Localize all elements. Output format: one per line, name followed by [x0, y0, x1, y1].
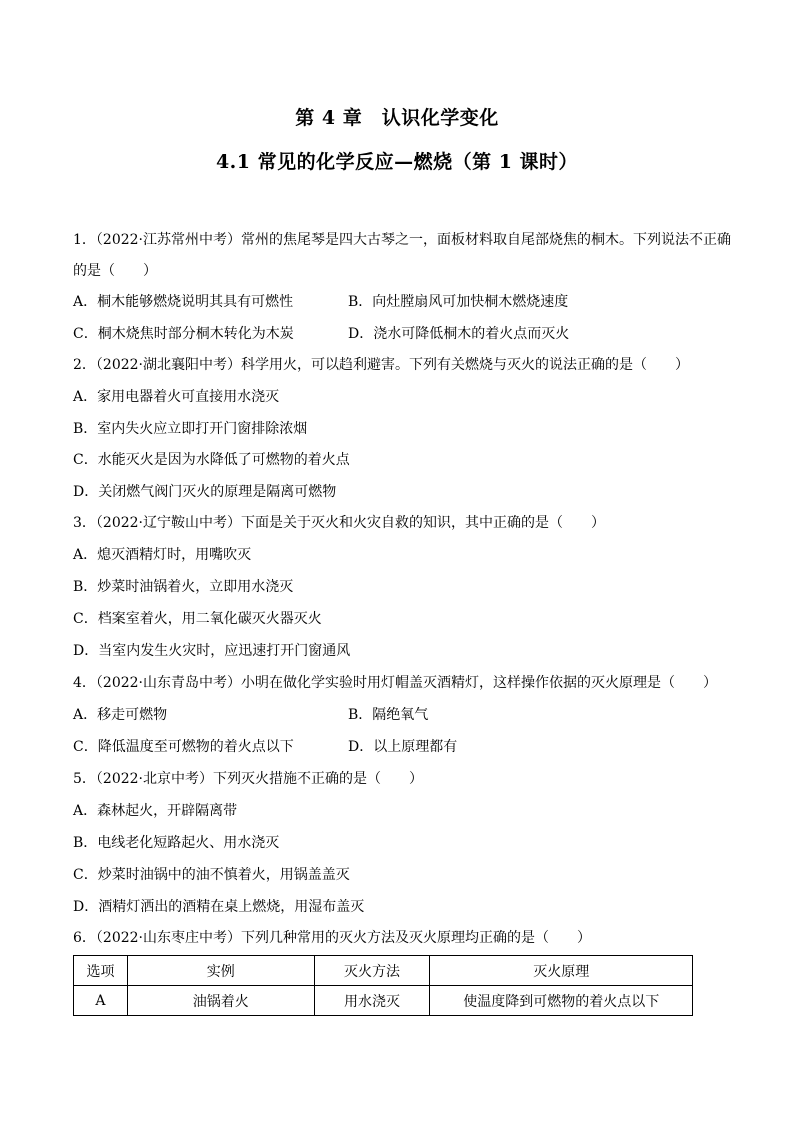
- question-2-option-b: B．室内失火应立即打开门窗排除浓烟: [73, 421, 308, 437]
- question-4-option-c: C．降低温度至可燃物的着火点以下: [73, 739, 294, 755]
- question-1-stem: 1．（2022·江苏常州中考）常州的焦尾琴是四大古琴之一，面板材料取自尾部烧焦的桐木。下列说法不正确: [73, 232, 731, 248]
- table-header-cell: 实例: [127, 956, 314, 986]
- question-3-option-d: D．当室内发生火灾时，应迅速打开门窗通风: [73, 643, 351, 659]
- question-2-option-a: A．家用电器着火可直接用水浇灭: [73, 389, 280, 405]
- question-2-stem: 2．（2022·湖北襄阳中考）科学用火，可以趋利避害。下列有关燃烧与灭火的说法正确的是（ ）: [73, 357, 689, 373]
- table-header-row: [74, 956, 693, 986]
- question-3-option-a: A．熄灭酒精灯时，用嘴吹灭: [73, 547, 252, 563]
- table-cell: 用水浇灭: [314, 986, 430, 1016]
- chapter-title: 第 4 章 认识化学变化: [295, 107, 499, 129]
- question-5-option-a: A．森林起火，开辟隔离带: [73, 803, 238, 819]
- question-4-option-b: B．隔绝氧气: [348, 707, 429, 723]
- question-2-option-c: C．水能灭火是因为水降低了可燃物的着火点: [73, 452, 350, 468]
- section-title: 4.1 常见的化学反应—燃烧（第 1 课时）: [215, 151, 579, 173]
- question-2-option-d: D．关闭燃气阀门灭火的原理是隔离可燃物: [73, 484, 337, 500]
- question-3-stem: 3．（2022·辽宁鞍山中考）下面是关于灭火和火灾自救的知识，其中正确的是（ ）: [73, 515, 605, 531]
- question-1-option-c: C．桐木烧焦时部分桐木转化为木炭: [73, 326, 294, 342]
- question-3-option-b: B．炒菜时油锅着火，立即用水浇灭: [73, 579, 294, 595]
- table-cell: A: [74, 986, 128, 1016]
- question-5-option-c: C．炒菜时油锅中的油不慎着火，用锅盖盖灭: [73, 867, 350, 883]
- table-header-cell: 选项: [74, 956, 128, 986]
- question-1-option-b: B．向灶膛扇风可加快桐木燃烧速度: [348, 294, 569, 310]
- table-cell: 油锅着火: [127, 986, 314, 1016]
- question-5-option-d: D．酒精灯洒出的酒精在桌上燃烧，用湿布盖灭: [73, 899, 365, 915]
- question-3-option-c: C．档案室着火，用二氧化碳灭火器灭火: [73, 611, 322, 627]
- question-4-option-a: A．移走可燃物: [73, 707, 168, 723]
- table-header-cell: 灭火原理: [430, 956, 693, 986]
- table-header-cell: 灭火方法: [314, 956, 430, 986]
- question-5-option-b: B．电线老化短路起火、用水浇灭: [73, 835, 280, 851]
- question-4-option-d: D．以上原理都有: [348, 739, 458, 755]
- table-cell: 使温度降到可燃物的着火点以下: [430, 986, 693, 1016]
- question-1-stem-cont: 的是（ ）: [73, 263, 157, 279]
- question-1-option-a: A．桐木能够燃烧说明其具有可燃性: [73, 294, 294, 310]
- question-6-stem: 6．（2022·山东枣庄中考）下列几种常用的灭火方法及灭火原理均正确的是（ ）: [73, 930, 591, 946]
- question-5-stem: 5．（2022·北京中考）下列灭火措施不正确的是（ ）: [73, 771, 423, 787]
- question-4-stem: 4．（2022·山东青岛中考）小明在做化学实验时用灯帽盖灭酒精灯，这样操作依据的灭火原理是（ ）: [73, 675, 717, 691]
- table-row: [74, 986, 693, 1016]
- answer-table: [73, 955, 693, 1016]
- question-1-option-d: D．浇水可降低桐木的着火点而灭火: [348, 326, 570, 342]
